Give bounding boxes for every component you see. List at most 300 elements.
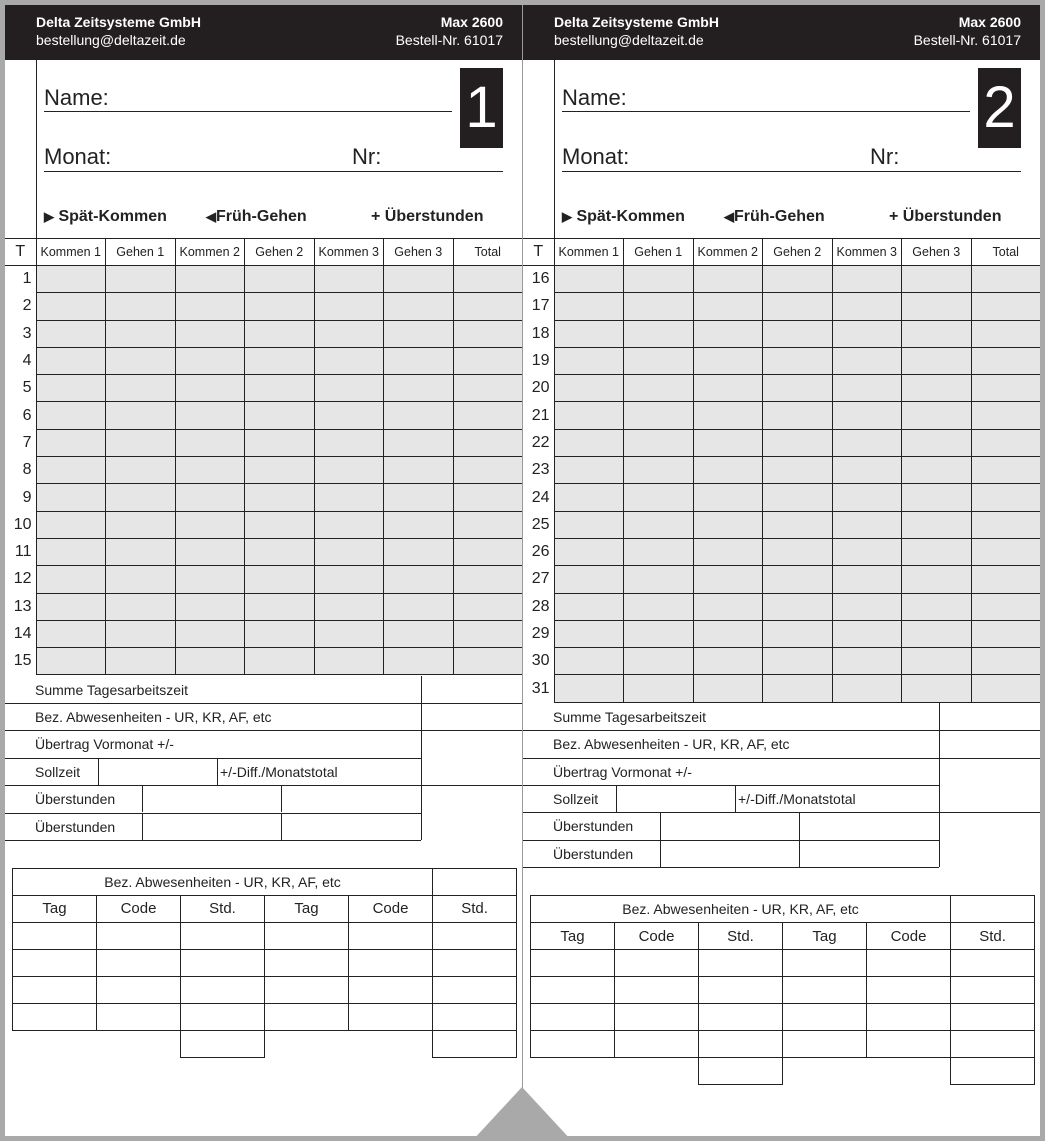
table-row xyxy=(5,648,522,675)
absence-cell[interactable] xyxy=(867,950,951,977)
time-cell[interactable] xyxy=(36,484,106,511)
time-cell[interactable] xyxy=(314,347,384,374)
time-cell[interactable] xyxy=(624,648,694,675)
time-cell[interactable] xyxy=(106,620,176,647)
time-cell[interactable] xyxy=(106,484,176,511)
time-cell[interactable] xyxy=(245,347,315,374)
time-cell[interactable] xyxy=(902,648,972,675)
time-cell[interactable] xyxy=(106,402,176,429)
time-cell[interactable] xyxy=(384,566,454,593)
absence-total-cell[interactable] xyxy=(433,1030,517,1057)
legend-early-label: Früh-Gehen xyxy=(216,208,307,225)
time-cell[interactable] xyxy=(624,293,694,320)
time-cell[interactable] xyxy=(624,620,694,647)
legend-overtime xyxy=(371,207,483,227)
time-cell[interactable] xyxy=(902,675,972,702)
time-cell[interactable] xyxy=(832,320,902,347)
time-cell[interactable] xyxy=(384,375,454,402)
time-cell[interactable] xyxy=(384,484,454,511)
time-cell[interactable] xyxy=(832,538,902,565)
time-cell[interactable] xyxy=(554,538,624,565)
time-cell[interactable] xyxy=(36,648,106,675)
model-name: Max 2600 xyxy=(958,14,1021,30)
time-cell[interactable] xyxy=(175,293,245,320)
absence-total-row xyxy=(13,1030,517,1057)
time-cell[interactable] xyxy=(624,266,694,293)
name-field[interactable] xyxy=(44,111,452,112)
time-cell[interactable] xyxy=(763,429,833,456)
time-cell[interactable] xyxy=(763,511,833,538)
time-cell[interactable] xyxy=(106,347,176,374)
time-cell[interactable] xyxy=(902,293,972,320)
time-cell[interactable] xyxy=(106,266,176,293)
time-cell[interactable] xyxy=(554,457,624,484)
time-cell[interactable] xyxy=(314,375,384,402)
time-cell[interactable] xyxy=(971,457,1040,484)
absence-cell[interactable] xyxy=(349,976,433,1003)
time-cell[interactable] xyxy=(763,402,833,429)
month-field[interactable] xyxy=(44,171,503,172)
time-cell[interactable] xyxy=(832,511,902,538)
time-cell[interactable] xyxy=(106,511,176,538)
absence-cell[interactable] xyxy=(433,1003,517,1030)
summary-line xyxy=(98,758,99,785)
absence-cell[interactable] xyxy=(265,976,349,1003)
time-cell[interactable] xyxy=(902,538,972,565)
time-cell[interactable] xyxy=(902,320,972,347)
time-cell[interactable] xyxy=(693,620,763,647)
absence-header-row xyxy=(13,895,517,922)
absence-cell[interactable] xyxy=(699,1004,783,1031)
absence-cell[interactable] xyxy=(265,922,349,949)
absence-cell[interactable] xyxy=(13,949,97,976)
name-field[interactable] xyxy=(562,111,970,112)
time-cell[interactable] xyxy=(902,620,972,647)
time-cell[interactable] xyxy=(763,375,833,402)
absence-cell[interactable] xyxy=(433,922,517,949)
summary-line xyxy=(799,812,800,839)
absence-cell[interactable] xyxy=(97,1003,181,1030)
time-cell[interactable] xyxy=(175,593,245,620)
absence-cell[interactable] xyxy=(181,949,265,976)
time-cell[interactable] xyxy=(693,675,763,702)
absence-cell[interactable] xyxy=(349,922,433,949)
time-cell[interactable] xyxy=(624,320,694,347)
time-cell[interactable] xyxy=(175,457,245,484)
time-cell[interactable] xyxy=(245,320,315,347)
absence-cell[interactable] xyxy=(433,976,517,1003)
time-cell[interactable] xyxy=(554,320,624,347)
time-cell[interactable] xyxy=(106,538,176,565)
time-cell[interactable] xyxy=(384,620,454,647)
time-cell[interactable] xyxy=(245,484,315,511)
summary-line xyxy=(523,840,939,841)
time-table xyxy=(523,238,1040,703)
time-cell[interactable] xyxy=(314,620,384,647)
time-cell[interactable] xyxy=(554,266,624,293)
time-cell[interactable] xyxy=(693,402,763,429)
time-cell[interactable] xyxy=(624,511,694,538)
time-cell[interactable] xyxy=(832,347,902,374)
time-cell[interactable] xyxy=(971,648,1040,675)
time-cell[interactable] xyxy=(832,648,902,675)
time-cell[interactable] xyxy=(971,511,1040,538)
time-cell[interactable] xyxy=(314,648,384,675)
time-cell[interactable] xyxy=(245,293,315,320)
time-cell[interactable] xyxy=(384,593,454,620)
time-cell[interactable] xyxy=(453,593,522,620)
time-cell[interactable] xyxy=(763,538,833,565)
time-cell[interactable] xyxy=(106,375,176,402)
time-cell[interactable] xyxy=(971,375,1040,402)
absence-cell[interactable] xyxy=(531,950,615,977)
time-cell[interactable] xyxy=(971,566,1040,593)
time-cell[interactable] xyxy=(36,293,106,320)
time-cell[interactable] xyxy=(384,648,454,675)
time-cell[interactable] xyxy=(763,347,833,374)
absence-cell[interactable] xyxy=(951,977,1035,1004)
absence-caption-cell xyxy=(433,868,517,895)
time-cell[interactable] xyxy=(453,293,522,320)
absence-cell[interactable] xyxy=(13,1003,97,1030)
time-cell[interactable] xyxy=(314,511,384,538)
time-cell[interactable] xyxy=(693,429,763,456)
table-row xyxy=(523,347,1040,374)
time-cell[interactable] xyxy=(832,457,902,484)
absence-cell[interactable] xyxy=(951,1004,1035,1031)
time-cell[interactable] xyxy=(624,675,694,702)
time-cell[interactable] xyxy=(175,320,245,347)
time-cell[interactable] xyxy=(971,620,1040,647)
absence-cell[interactable] xyxy=(13,922,97,949)
time-cell[interactable] xyxy=(384,347,454,374)
time-cell[interactable] xyxy=(314,538,384,565)
time-cell[interactable] xyxy=(693,511,763,538)
time-cell[interactable] xyxy=(832,266,902,293)
absence-cell[interactable] xyxy=(615,1031,699,1058)
time-cell[interactable] xyxy=(175,266,245,293)
time-cell[interactable] xyxy=(453,484,522,511)
time-cell[interactable] xyxy=(763,320,833,347)
time-cell[interactable] xyxy=(384,293,454,320)
time-cell[interactable] xyxy=(384,457,454,484)
time-cell[interactable] xyxy=(624,402,694,429)
table-row xyxy=(5,375,522,402)
time-cell[interactable] xyxy=(245,429,315,456)
absence-cell[interactable] xyxy=(97,922,181,949)
time-cell[interactable] xyxy=(175,648,245,675)
time-cell[interactable] xyxy=(314,266,384,293)
month-field[interactable] xyxy=(562,171,1021,172)
time-cell[interactable] xyxy=(554,675,624,702)
time-cell[interactable] xyxy=(106,566,176,593)
time-cell[interactable] xyxy=(384,266,454,293)
time-cell[interactable] xyxy=(245,266,315,293)
absence-cell[interactable] xyxy=(531,977,615,1004)
absence-cell[interactable] xyxy=(265,949,349,976)
time-cell[interactable] xyxy=(314,320,384,347)
absence-cell[interactable] xyxy=(783,1004,867,1031)
time-cell[interactable] xyxy=(902,347,972,374)
absence-column-header: Tag xyxy=(265,895,349,922)
absence-cell[interactable] xyxy=(615,977,699,1004)
time-cell[interactable] xyxy=(314,429,384,456)
time-cell[interactable] xyxy=(832,375,902,402)
time-cell[interactable] xyxy=(314,293,384,320)
absence-cell[interactable] xyxy=(783,977,867,1004)
time-cell[interactable] xyxy=(245,620,315,647)
time-cell[interactable] xyxy=(693,648,763,675)
time-cell[interactable] xyxy=(832,675,902,702)
time-cell[interactable] xyxy=(832,566,902,593)
absence-cell[interactable] xyxy=(615,950,699,977)
day-number: 3 xyxy=(5,320,36,347)
time-cell[interactable] xyxy=(314,484,384,511)
time-cell[interactable] xyxy=(763,566,833,593)
time-cell[interactable] xyxy=(106,648,176,675)
time-cell[interactable] xyxy=(36,593,106,620)
time-cell[interactable] xyxy=(36,347,106,374)
time-cell[interactable] xyxy=(902,593,972,620)
time-cell[interactable] xyxy=(453,566,522,593)
time-cell[interactable] xyxy=(453,429,522,456)
time-cell[interactable] xyxy=(245,538,315,565)
time-cell[interactable] xyxy=(36,320,106,347)
time-cell[interactable] xyxy=(693,266,763,293)
time-cell[interactable] xyxy=(763,620,833,647)
time-cell[interactable] xyxy=(971,320,1040,347)
time-cell[interactable] xyxy=(384,402,454,429)
time-cell[interactable] xyxy=(453,266,522,293)
time-cell[interactable] xyxy=(175,347,245,374)
time-cell[interactable] xyxy=(554,648,624,675)
time-cell[interactable] xyxy=(453,347,522,374)
time-cell[interactable] xyxy=(902,266,972,293)
absence-cell[interactable] xyxy=(615,1004,699,1031)
time-cell[interactable] xyxy=(314,593,384,620)
time-cell[interactable] xyxy=(624,457,694,484)
time-cell[interactable] xyxy=(971,484,1040,511)
time-cell[interactable] xyxy=(693,566,763,593)
absence-cell[interactable] xyxy=(265,1003,349,1030)
time-cell[interactable] xyxy=(763,484,833,511)
time-cell[interactable] xyxy=(36,566,106,593)
absence-total-cell[interactable] xyxy=(699,1058,783,1085)
absence-cell[interactable] xyxy=(181,976,265,1003)
time-cell[interactable] xyxy=(245,648,315,675)
time-cell[interactable] xyxy=(175,538,245,565)
time-cell[interactable] xyxy=(624,347,694,374)
time-cell[interactable] xyxy=(693,375,763,402)
time-cell[interactable] xyxy=(245,593,315,620)
time-cell[interactable] xyxy=(554,429,624,456)
absence-cell[interactable] xyxy=(699,977,783,1004)
time-cell[interactable] xyxy=(832,593,902,620)
time-cell[interactable] xyxy=(554,484,624,511)
time-cell[interactable] xyxy=(175,429,245,456)
time-cell[interactable] xyxy=(175,511,245,538)
time-cell[interactable] xyxy=(175,484,245,511)
absence-cell[interactable] xyxy=(97,949,181,976)
time-cell[interactable] xyxy=(693,593,763,620)
time-cell[interactable] xyxy=(624,593,694,620)
time-cell[interactable] xyxy=(693,320,763,347)
time-cell[interactable] xyxy=(453,375,522,402)
time-cell[interactable] xyxy=(554,593,624,620)
time-cell[interactable] xyxy=(832,402,902,429)
absence-cell[interactable] xyxy=(531,1004,615,1031)
time-cell[interactable] xyxy=(453,648,522,675)
time-cell[interactable] xyxy=(245,375,315,402)
time-cell[interactable] xyxy=(453,320,522,347)
time-cell[interactable] xyxy=(175,566,245,593)
time-cell[interactable] xyxy=(693,293,763,320)
absence-cell[interactable] xyxy=(349,949,433,976)
time-cell[interactable] xyxy=(175,402,245,429)
time-cell[interactable] xyxy=(693,538,763,565)
summary-line xyxy=(799,840,800,867)
time-cell[interactable] xyxy=(971,429,1040,456)
time-cell[interactable] xyxy=(453,402,522,429)
day-number: 11 xyxy=(5,538,36,565)
time-cell[interactable] xyxy=(453,511,522,538)
absence-column-header: Std. xyxy=(181,895,265,922)
time-cell[interactable] xyxy=(624,484,694,511)
time-cell[interactable] xyxy=(36,511,106,538)
time-cell[interactable] xyxy=(902,375,972,402)
absence-cell[interactable] xyxy=(13,976,97,1003)
time-cell[interactable] xyxy=(453,457,522,484)
time-cell[interactable] xyxy=(554,566,624,593)
time-cell[interactable] xyxy=(902,511,972,538)
time-cell[interactable] xyxy=(832,484,902,511)
time-cell[interactable] xyxy=(763,593,833,620)
time-cell[interactable] xyxy=(175,375,245,402)
time-cell[interactable] xyxy=(693,457,763,484)
time-cell[interactable] xyxy=(175,620,245,647)
time-cell[interactable] xyxy=(554,620,624,647)
absence-cell[interactable] xyxy=(867,1004,951,1031)
time-cell[interactable] xyxy=(384,538,454,565)
absence-cell[interactable] xyxy=(181,1003,265,1030)
time-cell[interactable] xyxy=(832,429,902,456)
time-cell[interactable] xyxy=(314,402,384,429)
time-cell[interactable] xyxy=(36,402,106,429)
time-cell[interactable] xyxy=(763,675,833,702)
day-number: 5 xyxy=(5,375,36,402)
time-table xyxy=(5,238,522,675)
summary-line xyxy=(421,703,522,704)
time-cell[interactable] xyxy=(106,457,176,484)
time-cell[interactable] xyxy=(902,566,972,593)
time-cell[interactable] xyxy=(763,648,833,675)
absence-total-cell[interactable] xyxy=(181,1030,265,1057)
time-cell[interactable] xyxy=(763,293,833,320)
time-cell[interactable] xyxy=(763,457,833,484)
absence-cell[interactable] xyxy=(97,976,181,1003)
time-cell[interactable] xyxy=(554,511,624,538)
absence-cell[interactable] xyxy=(433,949,517,976)
absence-cell[interactable] xyxy=(867,1031,951,1058)
time-cell[interactable] xyxy=(832,293,902,320)
time-cell[interactable] xyxy=(693,484,763,511)
time-cell[interactable] xyxy=(314,457,384,484)
time-card-2 xyxy=(523,5,1040,1136)
time-cell[interactable] xyxy=(36,429,106,456)
absence-cell[interactable] xyxy=(783,950,867,977)
time-cell[interactable] xyxy=(106,320,176,347)
absence-cell[interactable] xyxy=(951,950,1035,977)
time-cell[interactable] xyxy=(624,566,694,593)
absence-cell[interactable] xyxy=(699,1031,783,1058)
time-cell[interactable] xyxy=(832,620,902,647)
absence-cell[interactable] xyxy=(181,922,265,949)
time-cell[interactable] xyxy=(971,538,1040,565)
day-number: 22 xyxy=(523,429,554,456)
absence-cell[interactable] xyxy=(867,977,951,1004)
time-cell[interactable] xyxy=(554,347,624,374)
time-cell[interactable] xyxy=(554,402,624,429)
time-cell[interactable] xyxy=(384,320,454,347)
absence-cell[interactable] xyxy=(699,950,783,977)
legend-overtime-label: Überstunden xyxy=(384,208,484,225)
time-cell[interactable] xyxy=(971,266,1040,293)
time-cell[interactable] xyxy=(106,429,176,456)
time-cell[interactable] xyxy=(384,511,454,538)
summary-line xyxy=(217,758,218,785)
absence-cell[interactable] xyxy=(783,1031,867,1058)
absence-total-cell[interactable] xyxy=(951,1058,1035,1085)
absence-cell[interactable] xyxy=(349,1003,433,1030)
absence-cell[interactable] xyxy=(951,1031,1035,1058)
time-cell[interactable] xyxy=(902,402,972,429)
time-cell[interactable] xyxy=(554,375,624,402)
time-cell[interactable] xyxy=(971,593,1040,620)
time-cell[interactable] xyxy=(763,266,833,293)
time-cell[interactable] xyxy=(624,375,694,402)
time-cell[interactable] xyxy=(971,293,1040,320)
absence-blank xyxy=(531,1058,615,1085)
time-cell[interactable] xyxy=(971,675,1040,702)
time-cell[interactable] xyxy=(36,538,106,565)
time-cell[interactable] xyxy=(36,266,106,293)
time-cell[interactable] xyxy=(384,429,454,456)
time-cell[interactable] xyxy=(106,593,176,620)
time-cell[interactable] xyxy=(902,457,972,484)
time-cell[interactable] xyxy=(453,538,522,565)
time-cell[interactable] xyxy=(245,457,315,484)
time-cell[interactable] xyxy=(971,402,1040,429)
time-cell[interactable] xyxy=(106,293,176,320)
time-cell[interactable] xyxy=(902,429,972,456)
time-cell[interactable] xyxy=(245,402,315,429)
time-cell[interactable] xyxy=(971,347,1040,374)
time-cell[interactable] xyxy=(314,566,384,593)
time-cell[interactable] xyxy=(624,538,694,565)
time-cell[interactable] xyxy=(245,511,315,538)
time-cell[interactable] xyxy=(245,566,315,593)
time-cell[interactable] xyxy=(902,484,972,511)
time-cell[interactable] xyxy=(554,293,624,320)
time-cell[interactable] xyxy=(624,429,694,456)
time-cell[interactable] xyxy=(36,457,106,484)
number-label: Nr: xyxy=(352,144,382,169)
time-cell[interactable] xyxy=(453,620,522,647)
time-cell[interactable] xyxy=(36,375,106,402)
time-cell[interactable] xyxy=(693,347,763,374)
absence-cell[interactable] xyxy=(531,1031,615,1058)
time-cell[interactable] xyxy=(36,620,106,647)
